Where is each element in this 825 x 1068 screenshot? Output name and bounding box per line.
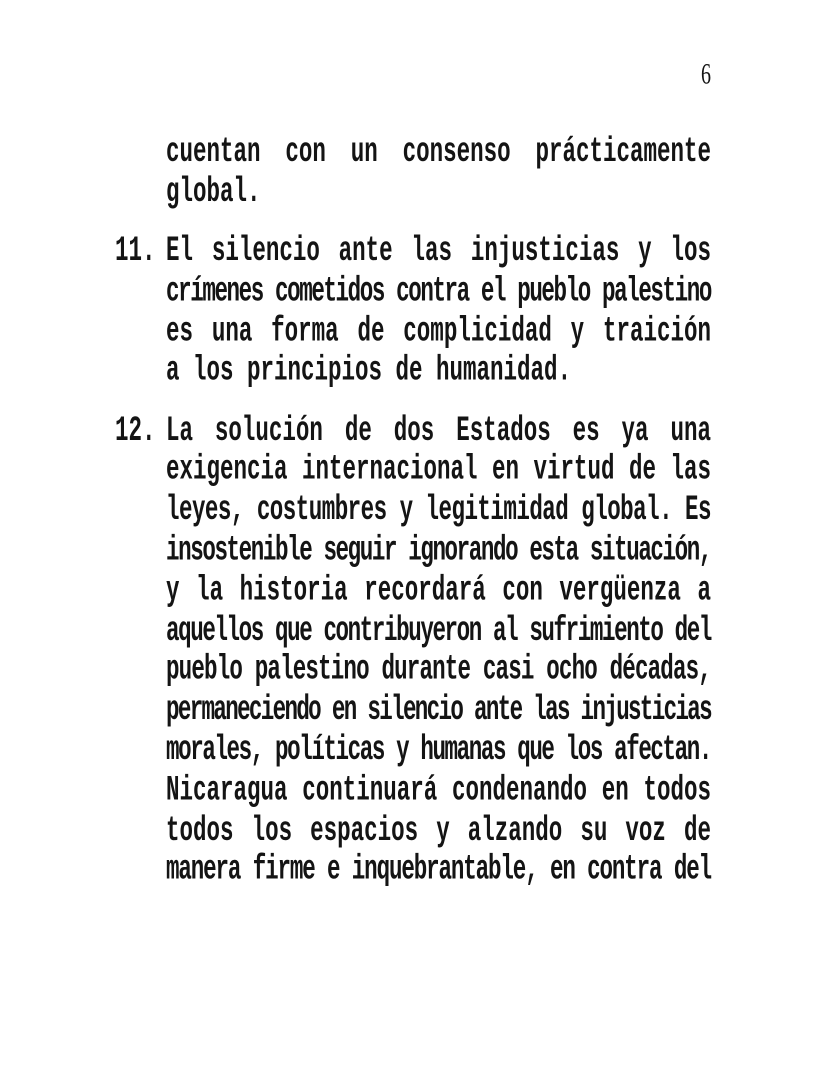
text-line: Nicaragua continuará condenando en todos [166, 769, 711, 810]
text-line: a los principios de humanidad. [166, 350, 572, 391]
list-item-number [115, 133, 166, 213]
document-body [115, 133, 711, 910]
text-line: global. [166, 171, 261, 212]
text-line: crímenes cometidos contra el pueblo palestino [166, 270, 711, 311]
text-line: El silencio ante las injusticias y los [166, 230, 711, 271]
text-line: aquellos que contribuyeron al sufrimiento del [166, 609, 711, 650]
list-item-lines [166, 232, 711, 392]
list-item [115, 133, 711, 213]
text-line: manera firme e inquebrantable, en contra del [166, 849, 711, 890]
list-item-lines [166, 133, 711, 213]
text-line: La solución de dos Estados es ya una [166, 409, 711, 451]
text-line: es una forma de complicidad y traición [166, 310, 711, 351]
text-line: insostenible seguir ignorando esta situación, [166, 529, 711, 571]
list-item-number: 12. [115, 409, 156, 451]
text-line: morales, políticas y humanas que los afectan. [166, 729, 711, 770]
list-item [115, 411, 711, 891]
text-line: cuentan con un consenso prácticamente [166, 131, 711, 172]
text-line: todos los espacios y alzando su voz de [166, 809, 711, 850]
page-number: 6 [701, 58, 711, 91]
list-item-lines [166, 411, 711, 891]
text-line: pueblo palestino durante casi ocho décadas, [166, 649, 711, 690]
text-line: permaneciendo en silencio ante las injusticias [166, 689, 711, 730]
text-line: exigencia internacional en virtud de las [166, 449, 711, 491]
list-item-number: 11. [115, 230, 156, 271]
list-item [115, 232, 711, 392]
text-line: leyes, costumbres y legitimidad global. Es [166, 489, 711, 531]
text-line: y la historia recordará con vergüenza a [166, 569, 711, 611]
